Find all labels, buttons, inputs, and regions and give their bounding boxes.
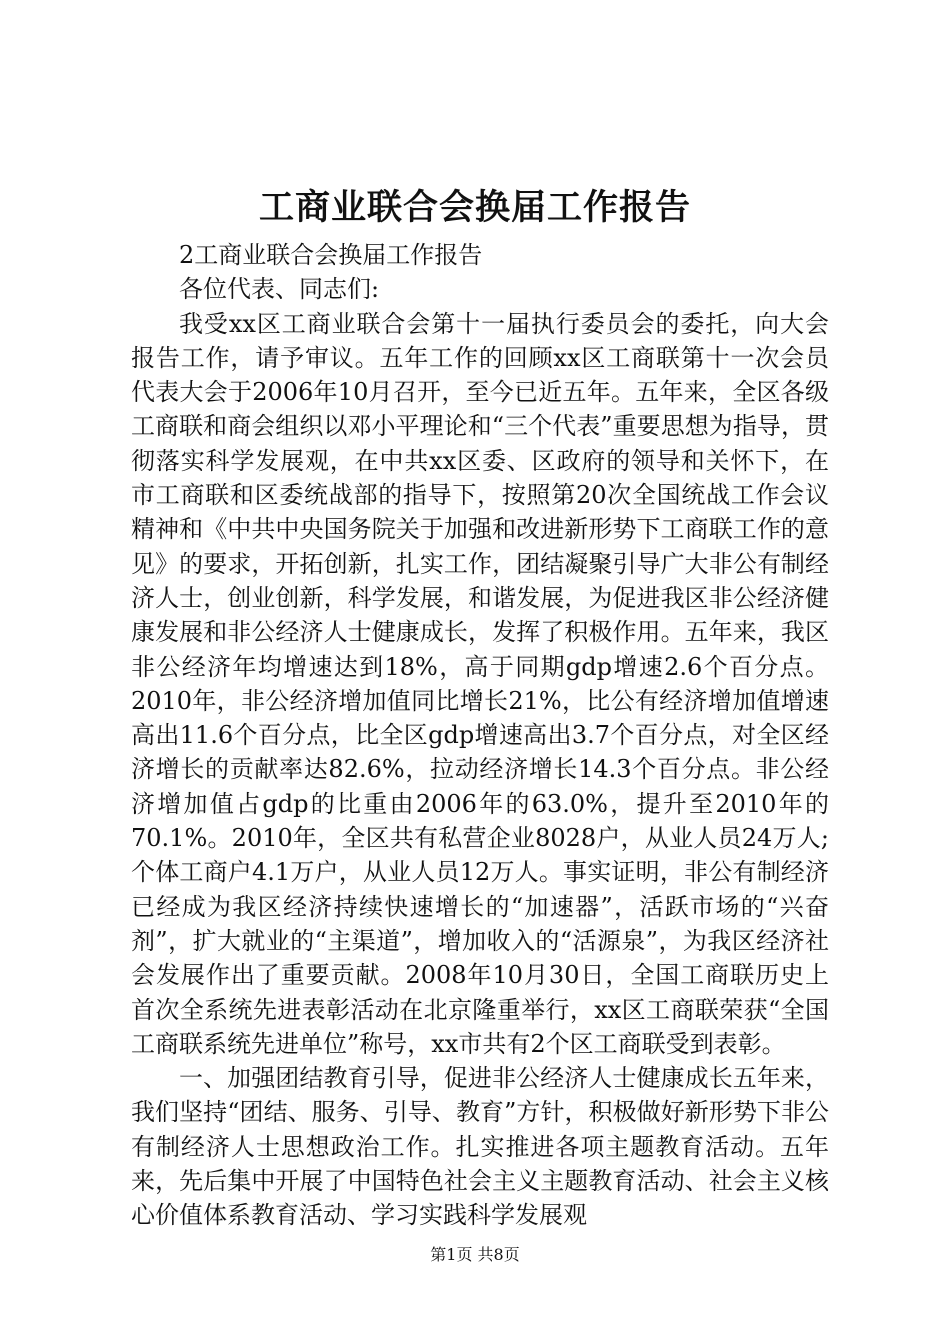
subtitle-paragraph: 2工商业联合会换届工作报告 xyxy=(179,241,483,269)
page-number-footer: 第1页 共8页 xyxy=(430,1245,520,1264)
body-paragraph: 我受xx区工商业联合会第十一届执行委员会的委托，向大会报告工作，请予审议。五年工作的回顾xx区工商联第十一次会员代表大会于2006年10月召开，至今已近五年。五年来，全区各级工商联和商会组织以邓小平理论和“三个代表”重要思想为指导，贯彻落实科学发展观，在中共xx区委、区政府的领导和关怀下，在市工商联和区委统战部的指导下，按照第20次全国统战工作会议精神和《中共中央国务院关于加强和改进新形势下工商联工作的意见》的要求，开拓创新，扎实工作，团结凝聚引导广大非公有制经济人士，创业创新，科学发展，和谐发展，为促进我区非公经济健康发展和非公经济人士健康成长，发挥了积极作用。五年来，我区非公经济年均增速达到18%，高于同期gdp增速2.6个百分点。2010年，非公经济增加值同比增长21%，比公有经济增加值增速高出11.6个百分点，比全区gdp增速高出3.7个百分点，对全区经济增长的贡献率达82.6%，拉动经济增长14.3个百分点。非公经济增加值占gdp的比重由2006年的63.0%，提升至2010年的70.1%。2010年，全区共有私营企业8028户，从业人员24万人;个体工商户4.1万户，从业人员12万人。事实证明，非公有制经济已经成为我区经济持续快速增长的“加速器”，活跃市场的“兴奋剂”，扩大就业的“主渠道”，增加收入的“活源泉”，为我区经济社会发展作出了重要贡献。2008年10月30日，全国工商联历史上首次全系统先进表彰活动在北京隆重举行，xx区工商联荣获“全国工商联系统先进单位”称号，xx市共有2个区工商联受到表彰。 xyxy=(131,309,829,1058)
salutation-paragraph: 各位代表、同志们: xyxy=(179,275,380,304)
document-body xyxy=(131,238,829,1233)
body-paragraph: 一、加强团结教育引导，促进非公经济人士健康成长五年来，我们坚持“团结、服务、引导、教育”方针，积极做好新形势下非公有制经济人士思想政治工作。扎实推进各项主题教育活动。五年来，先后集中开展了中国特色社会主义主题教育活动、社会主义核心价值体系教育活动、学习实践科学发展观 xyxy=(131,1064,829,1230)
document-title: 工商业联合会换届工作报告 xyxy=(258,187,691,228)
